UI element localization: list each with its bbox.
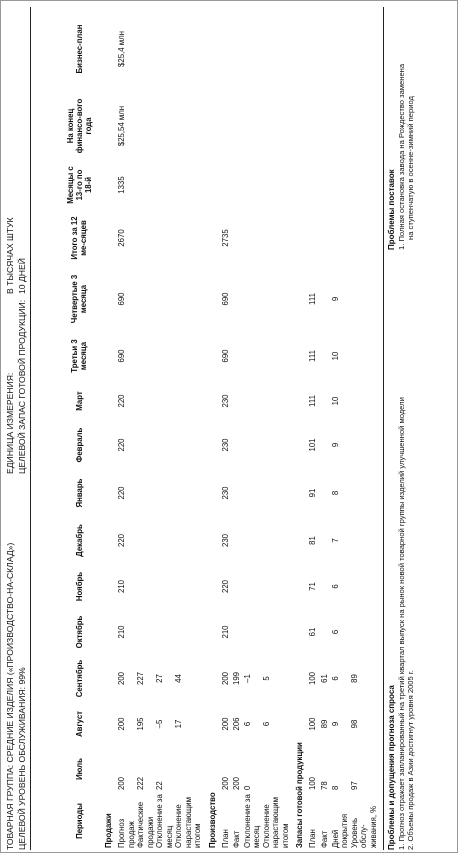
table-cell: 210: [117, 580, 126, 594]
table-cell: [136, 564, 155, 609]
table-cell: 2670: [117, 229, 126, 247]
table-cell: [155, 161, 174, 209]
table-cell: [350, 381, 379, 421]
column-header: Декабрь: [74, 524, 84, 557]
table-cell: 91: [308, 488, 318, 498]
unit-value: В ТЫСЯЧАХ ШТУК: [5, 217, 15, 294]
supply-note-item: на ступенчатую в осенне-зимний период: [406, 96, 415, 240]
column-header: Октябрь: [74, 615, 84, 649]
table-cell: [308, 209, 319, 267]
table-cell: [155, 7, 174, 91]
table-cell: [308, 7, 319, 91]
table-cell: 1335: [117, 176, 126, 194]
table-cell: 227: [136, 672, 145, 686]
table-cell: [262, 267, 291, 331]
table-cell: [243, 609, 262, 655]
section-title: Запасы готовой продукции: [295, 742, 305, 848]
table-cell: 5: [261, 676, 271, 681]
table-cell: 2735: [220, 229, 230, 247]
row-label: Отклонение за месяц: [155, 794, 174, 848]
table-cell: [174, 469, 203, 517]
table-cell: [320, 609, 331, 655]
table-cell: [262, 469, 291, 517]
table-cell: [243, 161, 262, 209]
table-cell: 200: [117, 717, 126, 731]
table-cell: 200: [117, 672, 126, 686]
table-cell: [155, 209, 174, 267]
table-cell: 97: [349, 781, 359, 790]
table-cell: 222: [136, 776, 145, 790]
table-cell: [232, 517, 243, 564]
table-cell: [350, 161, 379, 209]
table-cell: [262, 91, 291, 161]
table-cell: [262, 161, 291, 209]
table-cell: 78: [319, 781, 329, 790]
column-header: На конец финансо-вого года: [65, 98, 93, 154]
table-cell: [243, 517, 262, 564]
table-cell: [320, 161, 331, 209]
table-cell: [155, 267, 174, 331]
table-cell: 210: [117, 625, 126, 639]
table-cell: $25,4 млн: [117, 31, 126, 67]
table-cell: [136, 609, 155, 655]
table-cell: [174, 209, 203, 267]
table-row: [155, 7, 174, 850]
table-cell: 44: [174, 674, 183, 683]
table-cell: [174, 609, 203, 655]
table-cell: [155, 609, 174, 655]
demand-note-item: 1. Прогноз отражает запланированный на третий квартал выпуск на рынок новой товарной группы изделий улучшенной модели: [396, 397, 406, 850]
column-header: Бизнес-план: [74, 24, 84, 74]
table-cell: 89: [319, 719, 329, 729]
table-cell: 17: [174, 719, 183, 729]
supply-note-item: 1. Полная остановка завода на Рождество заменена: [396, 63, 406, 250]
table-cell: [155, 421, 174, 469]
row-label: Дней покрытия: [330, 813, 350, 848]
table-cell: [243, 7, 262, 91]
table-header-row: [59, 7, 99, 850]
table-cell: 27: [155, 674, 164, 683]
table-cell: [320, 564, 331, 609]
table-cell: [174, 381, 203, 421]
table-cell: 71: [308, 582, 318, 591]
table-cell: 200: [220, 672, 230, 686]
table-cell: [232, 609, 243, 655]
table-cell: [174, 564, 203, 609]
table-cell: [136, 91, 155, 161]
table-cell: 22: [155, 781, 164, 790]
table-row: [243, 7, 262, 850]
table-cell: 100: [308, 717, 318, 731]
table-cell: [232, 421, 243, 469]
table-cell: 81: [308, 536, 318, 545]
table-cell: [174, 267, 203, 331]
rotated-sheet: [1, 1, 458, 854]
header-rule: [30, 7, 31, 850]
table-cell: [243, 267, 262, 331]
table-cell: –1: [242, 674, 252, 683]
table-cell: [320, 91, 331, 161]
table-cell: 61: [319, 674, 329, 683]
column-header: Итого за 12 ме-сяцев: [70, 216, 88, 260]
table-cell: 100: [308, 672, 318, 686]
table-cell: 9: [330, 721, 340, 727]
table-cell: 690: [117, 292, 126, 306]
table-cell: [331, 91, 350, 161]
table-cell: 195: [136, 717, 145, 731]
table-cell: [232, 381, 243, 421]
table-cell: [221, 7, 232, 91]
table-cell: [320, 517, 331, 564]
table-row: [308, 7, 319, 850]
row-label: План: [220, 829, 230, 848]
table-cell: [331, 7, 350, 91]
section-filler: [203, 7, 221, 655]
table-cell: 220: [117, 438, 126, 452]
table-row: [350, 7, 379, 850]
column-header: Месяцы с 13-го по 18-й: [65, 166, 93, 204]
table-row: [232, 7, 243, 850]
table-row: [174, 7, 203, 850]
table-cell: [232, 331, 243, 381]
supply-notes: [387, 64, 416, 250]
demand-note-item: 2. Объемы продаж в Азии достигнут уровня 2005 г.: [406, 670, 415, 850]
table-cell: [155, 517, 174, 564]
table-cell: [320, 421, 331, 469]
table-cell: [262, 564, 291, 609]
table-cell: 6: [330, 629, 340, 635]
column-header: Четвертые 3 месяца: [70, 274, 88, 324]
row-label: Фактические продажи: [136, 801, 155, 848]
table-cell: [174, 746, 203, 792]
table-cell: [136, 209, 155, 267]
table-cell: [262, 609, 291, 655]
row-label: Отклонение за месяц: [242, 794, 262, 848]
table-cell: 9: [330, 296, 340, 302]
table-cell: 10: [330, 351, 340, 361]
table-cell: 199: [231, 672, 241, 686]
column-header: Ноябрь: [74, 571, 84, 602]
table-cell: [262, 7, 291, 91]
table-cell: [262, 331, 291, 381]
row-label: Уровень обслу-живания, %: [349, 805, 378, 848]
table-row: [136, 7, 155, 850]
table-cell: 7: [330, 538, 340, 543]
table-cell: [320, 331, 331, 381]
table-cell: [155, 91, 174, 161]
table-cell: 10: [330, 396, 340, 406]
table-cell: [331, 161, 350, 209]
table-cell: [308, 91, 319, 161]
table-cell: 690: [220, 349, 230, 363]
unit-label: ЕДИНИЦА ИЗМЕРЕНИЯ:: [5, 372, 15, 474]
table-cell: [174, 517, 203, 564]
table-cell: 8: [330, 785, 340, 790]
table-cell: [320, 7, 331, 91]
product-group-label: ТОВАРНАЯ ГРУППА: СРЕДНИЕ ИЗДЕЛИЯ («ПРОИЗВОДСТВО-НА-СКЛАД»): [5, 542, 15, 850]
table-cell: 220: [117, 486, 126, 500]
service-level-label: ЦЕЛЕВОЙ УРОВЕНЬ ОБСЛУЖИВАНИЯ: 99%: [17, 667, 27, 850]
column-header: Август: [74, 711, 84, 737]
table-cell: 230: [220, 438, 230, 452]
table-cell: 111: [308, 350, 318, 362]
table-cell: [232, 209, 243, 267]
table-cell: [174, 161, 203, 209]
column-header: Третьи 3 месяца: [70, 339, 88, 373]
section-row: [99, 7, 117, 850]
table-cell: [232, 7, 243, 91]
table-cell: 200: [220, 776, 230, 790]
table-cell: [243, 469, 262, 517]
table-cell: [350, 609, 379, 655]
section-filler: [99, 7, 117, 655]
section-row: [290, 7, 308, 850]
table-cell: [136, 469, 155, 517]
table-cell: [155, 469, 174, 517]
table-cell: 220: [117, 394, 126, 408]
table-row: [117, 7, 136, 850]
table-cell: 220: [220, 580, 230, 594]
table-cell: [136, 267, 155, 331]
table-cell: 200: [220, 717, 230, 731]
target-stock-label: ЦЕЛЕВОЙ ЗАПАС ГОТОВОЙ ПРОДУКЦИИ:: [17, 299, 27, 474]
table-cell: [232, 469, 243, 517]
table-cell: 210: [220, 625, 230, 639]
table-cell: 206: [231, 717, 241, 731]
table-cell: 0: [242, 785, 252, 790]
table-cell: [243, 209, 262, 267]
table-cell: [350, 7, 379, 91]
table-cell: 200: [117, 776, 126, 790]
table-cell: 230: [220, 486, 230, 500]
table-cell: 98: [349, 719, 359, 729]
table-cell: [243, 91, 262, 161]
table-cell: [155, 381, 174, 421]
table-cell: 101: [308, 438, 318, 452]
table-cell: [174, 421, 203, 469]
table-cell: [262, 209, 291, 267]
table-cell: [350, 564, 379, 609]
table-cell: [308, 161, 319, 209]
table-cell: [136, 161, 155, 209]
table-cell: [331, 209, 350, 267]
table-cell: 220: [117, 534, 126, 548]
section-filler: [290, 7, 308, 655]
table-cell: [232, 267, 243, 331]
row-label: Прогноз продаж: [117, 818, 136, 848]
table-row: [331, 7, 350, 850]
section-title: Производство: [207, 792, 217, 848]
table-cell: [155, 564, 174, 609]
table-cell: [350, 421, 379, 469]
row-label: Факт: [231, 830, 241, 848]
table-cell: –5: [155, 719, 164, 729]
row-label: Отклонение нарастающим итогом: [174, 796, 202, 848]
table-cell: [350, 517, 379, 564]
table-cell: [136, 7, 155, 91]
table-cell: 230: [220, 394, 230, 408]
column-header: Сентябрь: [74, 659, 84, 698]
supply-notes-title: Проблемы поставок: [387, 169, 396, 250]
table-cell: [262, 746, 291, 792]
table-cell: 200: [231, 776, 241, 790]
demand-notes: [387, 397, 416, 850]
column-header: Март: [74, 391, 84, 411]
table-cell: [320, 469, 331, 517]
table-cell: [232, 161, 243, 209]
table-cell: [350, 267, 379, 331]
column-header: Июль: [74, 758, 84, 780]
table-cell: 6: [330, 584, 340, 589]
table-row: [320, 7, 331, 850]
table-cell: [221, 161, 232, 209]
plan-table: [59, 7, 378, 850]
column-header: Январь: [74, 478, 84, 508]
table-row: [221, 7, 232, 850]
table-cell: [243, 564, 262, 609]
table-cell: 6: [330, 676, 340, 681]
table-cell: 8: [330, 490, 340, 496]
row-label: План: [308, 829, 318, 848]
table-cell: [262, 381, 291, 421]
table-cell: [221, 91, 232, 161]
table-cell: [350, 331, 379, 381]
table-cell: 6: [242, 721, 252, 727]
table-cell: 111: [308, 293, 318, 305]
table-cell: [320, 381, 331, 421]
table-cell: [243, 421, 262, 469]
table-cell: 61: [308, 627, 318, 637]
table-cell: [136, 421, 155, 469]
table-cell: [350, 469, 379, 517]
table-cell: [350, 91, 379, 161]
table-cell: [136, 517, 155, 564]
table-cell: [243, 381, 262, 421]
row-label: Отклонение нарастающим итогом: [261, 796, 290, 848]
table-cell: [232, 564, 243, 609]
column-header-periods: Периоды: [74, 803, 84, 839]
column-header: Февраль: [74, 427, 84, 463]
table-cell: [136, 381, 155, 421]
table-cell: [136, 331, 155, 381]
table-cell: 690: [220, 292, 230, 306]
section-row: [203, 7, 221, 850]
target-stock-value: 10 ДНЕЙ: [17, 258, 27, 294]
table-cell: [174, 7, 203, 91]
demand-notes-title: Проблемы и допущения прогноза спроса: [387, 685, 396, 850]
table-cell: 89: [349, 674, 359, 683]
table-row: [262, 7, 291, 850]
row-label: Факт: [319, 830, 329, 848]
table-cell: 230: [220, 534, 230, 548]
table-cell: [350, 209, 379, 267]
notes-rule: [383, 7, 384, 850]
table-cell: [243, 331, 262, 381]
table-cell: 6: [261, 721, 271, 727]
table-cell: [232, 91, 243, 161]
table-cell: [155, 331, 174, 381]
table-cell: [262, 517, 291, 564]
table-cell: [320, 267, 331, 331]
table-cell: $25,54 млн: [117, 105, 126, 147]
table-cell: 111: [308, 395, 318, 407]
table-cell: 100: [308, 776, 318, 790]
table-cell: [320, 209, 331, 267]
table-cell: [174, 91, 203, 161]
table-cell: [262, 421, 291, 469]
table-cell: [174, 331, 203, 381]
table-cell: 9: [330, 442, 340, 448]
table-cell: 690: [117, 349, 126, 363]
section-title: Продажи: [104, 813, 113, 848]
